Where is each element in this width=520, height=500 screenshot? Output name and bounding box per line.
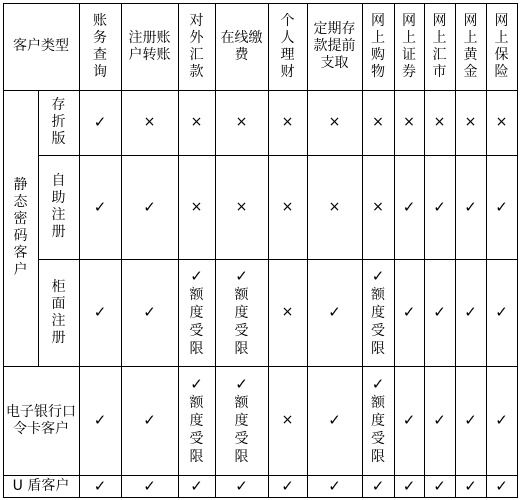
check-mark-icon: ✓ xyxy=(495,197,508,216)
check-mark-icon: ✓ xyxy=(93,476,107,495)
check-mark-icon: ✓ xyxy=(433,303,446,321)
column-header-label: 注册账户转账 xyxy=(128,29,171,63)
data-cell xyxy=(486,259,517,366)
limit-note: 额度受限 xyxy=(234,287,249,357)
data-cell xyxy=(362,155,394,259)
data-cell xyxy=(455,90,486,155)
check-mark-icon: ✓ xyxy=(143,411,156,429)
row-divider xyxy=(3,366,518,367)
data-cell xyxy=(178,90,215,155)
data-cell xyxy=(394,90,424,155)
check-mark-icon: ✓ xyxy=(464,411,477,429)
check-mark-icon: ✓ xyxy=(143,303,156,321)
cross-mark-icon: × xyxy=(464,114,477,130)
check-mark-icon: ✓ xyxy=(93,411,107,429)
row-label: 电子银行口令卡客户 xyxy=(6,403,76,437)
cross-mark-icon: × xyxy=(372,198,384,215)
data-cell xyxy=(215,155,268,259)
check-mark-icon: ✓ xyxy=(190,476,203,495)
data-cell xyxy=(424,90,455,155)
check-mark-icon: ✓ xyxy=(495,476,508,495)
column-header-label: 网上黄金 xyxy=(463,12,478,80)
data-cell xyxy=(178,475,215,497)
limited-permission-stack xyxy=(370,375,387,466)
column-divider xyxy=(394,3,395,498)
data-cell xyxy=(268,259,307,366)
data-cell xyxy=(362,475,394,497)
column-divider xyxy=(455,3,456,498)
row-divider xyxy=(3,475,518,476)
column-divider xyxy=(215,3,216,498)
data-cell xyxy=(455,259,486,366)
row-label-cell xyxy=(38,90,79,155)
data-cell xyxy=(79,90,121,155)
column-divider xyxy=(268,3,269,498)
corner-header-cell xyxy=(3,3,79,90)
row-label: 存折版 xyxy=(51,97,66,147)
column-header-label: 网上购物 xyxy=(370,12,385,80)
row-label-cell xyxy=(38,155,79,259)
check-mark-icon: ✓ xyxy=(371,375,385,393)
limited-permission-stack xyxy=(188,375,205,466)
check-mark-icon: ✓ xyxy=(93,197,107,216)
row-divider xyxy=(38,155,518,156)
data-cell xyxy=(121,90,178,155)
check-mark-icon: ✓ xyxy=(464,197,477,216)
column-header-cell xyxy=(424,3,455,90)
check-mark-icon: ✓ xyxy=(328,476,341,495)
cross-mark-icon: × xyxy=(495,114,508,130)
row-label: U 盾客户 xyxy=(12,477,70,494)
data-cell xyxy=(121,155,178,259)
limited-permission-stack xyxy=(370,267,387,358)
column-header-cell xyxy=(394,3,424,90)
limited-permission-stack xyxy=(188,267,205,358)
cross-mark-icon: × xyxy=(190,198,203,215)
data-cell xyxy=(424,259,455,366)
limit-note: 额度受限 xyxy=(370,287,385,357)
check-mark-icon: ✓ xyxy=(433,197,446,216)
data-cell xyxy=(455,155,486,259)
column-divider xyxy=(362,3,363,498)
column-header-cell xyxy=(79,3,121,90)
column-header-label: 网上证券 xyxy=(401,12,416,80)
cross-mark-icon: × xyxy=(190,114,203,130)
cross-mark-icon: × xyxy=(328,198,341,215)
customer-type-header: 客户类型 xyxy=(13,38,69,54)
cross-mark-icon: × xyxy=(143,114,156,130)
data-cell xyxy=(79,155,121,259)
check-mark-icon: ✓ xyxy=(93,113,107,131)
check-mark-icon: ✓ xyxy=(402,476,416,495)
data-cell xyxy=(178,259,215,366)
data-cell xyxy=(79,259,121,366)
check-mark-icon: ✓ xyxy=(281,476,294,495)
limit-note: 额度受限 xyxy=(370,395,385,465)
data-cell xyxy=(268,366,307,475)
data-cell xyxy=(486,155,517,259)
group-label-cell xyxy=(3,90,38,366)
data-cell xyxy=(178,366,215,475)
column-divider xyxy=(486,3,487,498)
cross-mark-icon: × xyxy=(281,114,294,130)
cross-mark-icon: × xyxy=(281,304,294,320)
check-mark-icon: ✓ xyxy=(235,375,248,393)
check-mark-icon: ✓ xyxy=(371,267,385,285)
check-mark-icon: ✓ xyxy=(495,411,508,429)
limit-note: 额度受限 xyxy=(234,395,249,465)
check-mark-icon: ✓ xyxy=(371,476,385,495)
data-cell xyxy=(307,90,362,155)
row-label-cell xyxy=(3,366,79,475)
column-header-label: 网上保险 xyxy=(494,12,509,80)
data-cell xyxy=(121,475,178,497)
data-cell xyxy=(362,259,394,366)
column-header-label: 在线缴费 xyxy=(220,29,263,63)
column-header-cell xyxy=(268,3,307,90)
check-mark-icon: ✓ xyxy=(433,411,446,429)
check-mark-icon: ✓ xyxy=(190,375,203,393)
check-mark-icon: ✓ xyxy=(495,303,508,321)
limit-note: 额度受限 xyxy=(189,287,204,357)
data-cell xyxy=(307,259,362,366)
check-mark-icon: ✓ xyxy=(143,476,156,495)
check-mark-icon: ✓ xyxy=(143,197,156,216)
check-mark-icon: ✓ xyxy=(235,267,248,285)
group-divider xyxy=(38,90,39,367)
check-mark-icon: ✓ xyxy=(328,303,341,321)
data-cell xyxy=(486,366,517,475)
column-header-cell xyxy=(307,3,362,90)
check-mark-icon: ✓ xyxy=(402,411,416,429)
data-cell xyxy=(215,90,268,155)
cross-mark-icon: × xyxy=(235,114,248,130)
limited-permission-stack xyxy=(233,375,250,466)
limit-note: 额度受限 xyxy=(189,395,204,465)
column-divider xyxy=(178,3,179,498)
data-cell xyxy=(362,90,394,155)
table-border-bottom xyxy=(3,497,518,498)
cross-mark-icon: × xyxy=(281,412,294,428)
column-header-cell xyxy=(486,3,517,90)
static-password-group-label: 静态密码客户 xyxy=(13,177,28,278)
data-cell xyxy=(215,366,268,475)
data-cell xyxy=(268,155,307,259)
column-header-cell xyxy=(215,3,268,90)
data-cell xyxy=(424,366,455,475)
column-header-label: 定期存款提前支取 xyxy=(313,21,356,71)
check-mark-icon: ✓ xyxy=(464,476,477,495)
data-cell xyxy=(486,475,517,497)
column-header-label: 网上汇市 xyxy=(432,12,447,80)
data-cell xyxy=(394,259,424,366)
data-cell xyxy=(121,259,178,366)
column-header-label: 对外汇款 xyxy=(189,12,204,80)
column-header-cell xyxy=(121,3,178,90)
data-cell xyxy=(455,366,486,475)
data-cell xyxy=(362,366,394,475)
data-cell xyxy=(394,475,424,497)
data-cell xyxy=(268,475,307,497)
table-border-top xyxy=(3,3,518,4)
data-cell xyxy=(215,259,268,366)
row-label: 自助注册 xyxy=(51,173,66,240)
column-header-label: 账务查询 xyxy=(92,12,107,80)
column-divider xyxy=(307,3,308,498)
cross-mark-icon: × xyxy=(235,198,248,215)
data-cell xyxy=(307,155,362,259)
check-mark-icon: ✓ xyxy=(328,411,341,429)
check-mark-icon: ✓ xyxy=(235,476,248,495)
column-header-cell xyxy=(455,3,486,90)
cross-mark-icon: × xyxy=(403,114,415,130)
data-cell xyxy=(394,155,424,259)
limited-permission-stack xyxy=(233,267,250,358)
data-cell xyxy=(424,155,455,259)
data-cell xyxy=(215,475,268,497)
data-cell xyxy=(307,475,362,497)
data-cell xyxy=(455,475,486,497)
data-cell xyxy=(268,90,307,155)
data-cell xyxy=(486,90,517,155)
check-mark-icon: ✓ xyxy=(433,476,446,495)
column-divider xyxy=(79,3,80,498)
check-mark-icon: ✓ xyxy=(190,267,203,285)
check-mark-icon: ✓ xyxy=(93,303,107,321)
column-header-cell xyxy=(178,3,215,90)
cross-mark-icon: × xyxy=(433,114,446,130)
data-cell xyxy=(424,475,455,497)
data-cell xyxy=(307,366,362,475)
data-cell xyxy=(394,366,424,475)
header-divider xyxy=(3,90,518,91)
column-divider xyxy=(424,3,425,498)
row-label-cell xyxy=(38,259,79,366)
row-label: 柜面注册 xyxy=(51,278,66,346)
cross-mark-icon: × xyxy=(328,114,341,130)
data-cell xyxy=(178,155,215,259)
data-cell xyxy=(121,366,178,475)
cross-mark-icon: × xyxy=(372,114,384,130)
check-mark-icon: ✓ xyxy=(402,197,416,216)
data-cell xyxy=(79,366,121,475)
column-divider xyxy=(121,3,122,498)
check-mark-icon: ✓ xyxy=(464,303,477,321)
column-header-label: 个人理财 xyxy=(280,12,295,80)
table-border-right xyxy=(517,3,518,498)
table-border-left xyxy=(3,3,4,498)
column-header-cell xyxy=(362,3,394,90)
row-divider xyxy=(38,259,518,260)
row-label-cell xyxy=(3,475,79,497)
cross-mark-icon: × xyxy=(281,198,294,215)
data-cell xyxy=(79,475,121,497)
check-mark-icon: ✓ xyxy=(402,303,416,321)
